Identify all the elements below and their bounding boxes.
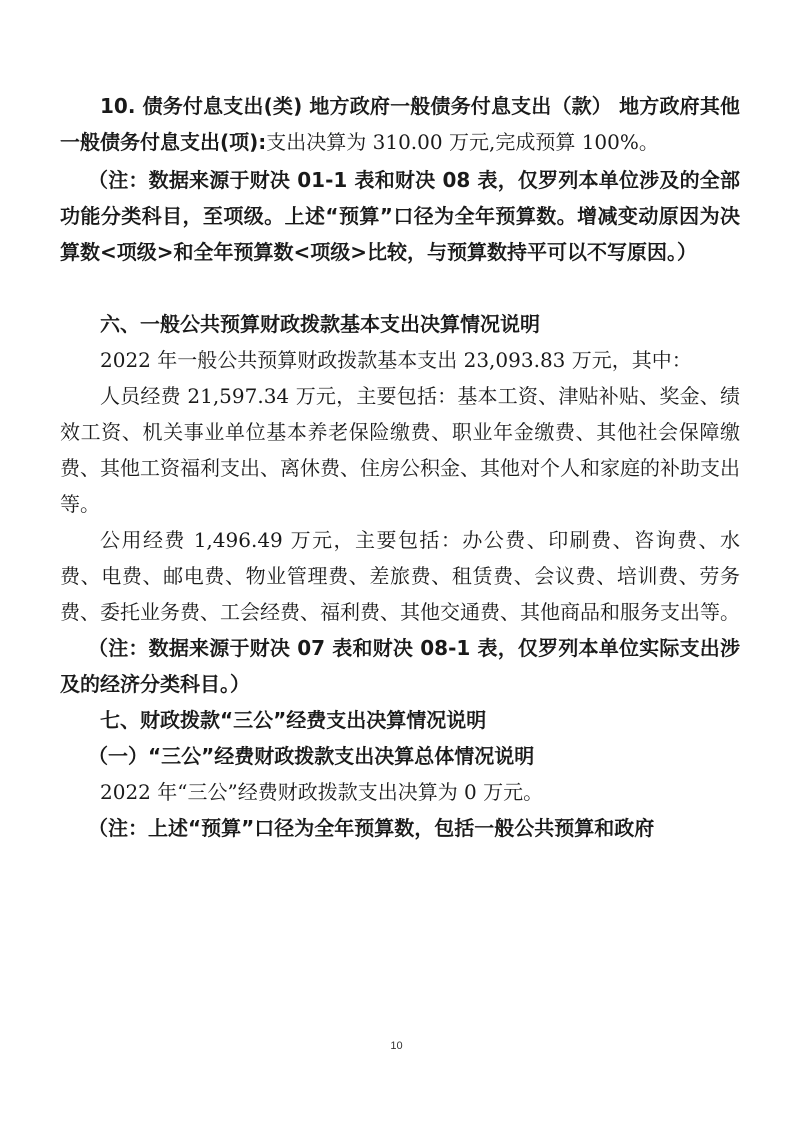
document-page (60, 88, 740, 846)
item10-paragraph (60, 88, 740, 160)
item10-body: 支出决算为 310.00 万元,完成预算 100%。 (266, 130, 659, 154)
note-3: （注：上述“预算”口径为全年预算数，包括一般公共预算和政府 (88, 816, 655, 840)
section-6-title: 六、一般公共预算财政拨款基本支出决算情况说明 (100, 312, 540, 336)
section-6-paragraph-3: 公用经费 1,496.49 万元，主要包括：办公费、印刷费、咨询费、水费、电费、邮电费、物业管理费、差旅费、租赁费、会议费、培训费、劳务费、委托业务费、工会经费、福利费、其他交通费、其他商品和服务支出等。 (60, 528, 740, 624)
section-7-title: 七、财政拨款“三公”经费支出决算情况说明 (100, 708, 487, 732)
note-1: （注：数据来源于财决 01-1 表和财决 08 表，仅罗列本单位涉及的全部功能分类科目，至项级。上述“预算”口径为全年预算数。增减变动原因为决算数<项级>和全年预算数<项级>比较，与预算数持平可以不写原因。） (60, 168, 740, 264)
section-6-paragraph-2: 人员经费 21,597.34 万元，主要包括：基本工资、津贴补贴、奖金、绩效工资、机关事业单位基本养老保险缴费、职业年金缴费、其他社会保障缴费、其他工资福利支出、离休费、住房公积金、其他对个人和家庭的补助支出等。 (60, 384, 740, 516)
note-2: （注：数据来源于财决 07 表和财决 08-1 表，仅罗列本单位实际支出涉及的经济分类科目。） (60, 636, 740, 696)
section-7-subtitle-1: （一）“三公”经费财政拨款支出决算总体情况说明 (88, 744, 535, 768)
section-6-paragraph-1: 2022 年一般公共预算财政拨款基本支出 23,093.83 万元，其中： (100, 348, 692, 372)
page-number: 10 (390, 1040, 403, 1052)
section-7-paragraph-1: 2022 年“三公”经费财政拨款支出决算为 0 万元。 (100, 780, 544, 804)
item10-heading: 10. 债务付息支出(类) 地方政府一般债务付息支出（款） 地方政府其他一般债务付息支出(项): (60, 94, 740, 154)
